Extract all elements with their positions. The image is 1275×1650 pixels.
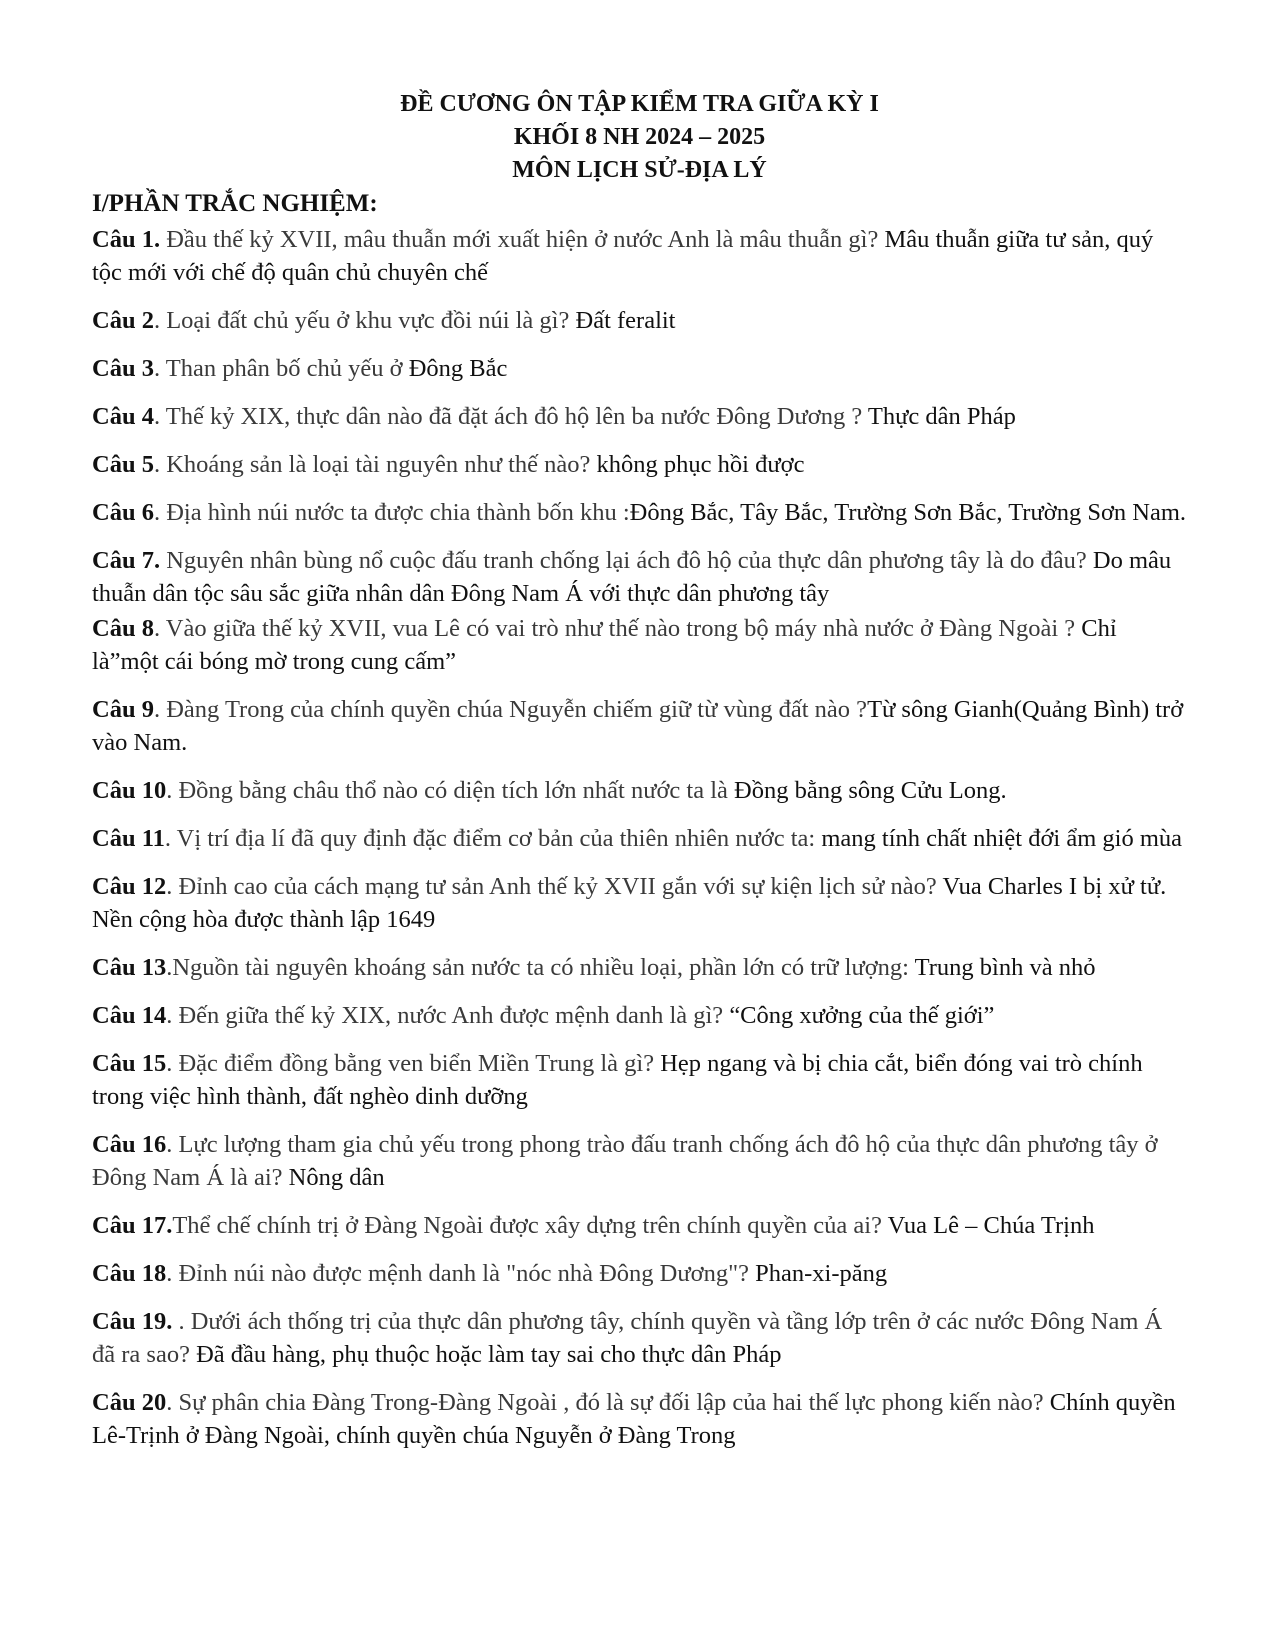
answer-text: Nông dân (282, 1164, 385, 1191)
question-text: . Khoáng sản là loại tài nguyên như thế nào? (153, 451, 591, 478)
question-text: Nguyên nhân bùng nổ cuộc đấu tranh chống lại ách đô hộ của thực dân phương tây là do đâu? (160, 547, 1087, 574)
question-item (92, 1047, 1187, 1113)
question-text: . Thế kỷ XIX, thực dân nào đã đặt ách đô hộ lên ba nước Đông Dương ? (153, 403, 863, 430)
question-item (92, 1128, 1187, 1194)
answer-text: Đông Bắc (402, 355, 508, 382)
question-item (92, 822, 1187, 855)
question-text: . Sự phân chia Đàng Trong-Đàng Ngoài , đó là sự đối lập của hai thế lực phong kiến nào? (166, 1389, 1044, 1416)
question-text: . Than phân bố chủ yếu ở (153, 355, 403, 382)
question-text: . Đặc điểm đồng bằng ven biển Miền Trung là gì? (166, 1050, 655, 1077)
answer-text: Đã đầu hàng, phụ thuộc hoặc làm tay sai cho thực dân Pháp (189, 1341, 782, 1368)
question-number: Câu 14 (92, 1002, 167, 1029)
question-number: Câu 15 (92, 1050, 167, 1077)
answer-text: Chính quyền Lê-Trịnh ở Đàng Ngoài, chính quyền chúa Nguyễn ở Đàng Trong (92, 1389, 1176, 1449)
question-item (92, 774, 1187, 807)
section-heading: I/PHẦN TRẮC NGHIỆM: (92, 190, 378, 217)
question-number: Câu 19. (92, 1308, 173, 1335)
answer-text: mang tính chất nhiệt đới ẩm gió mùa (815, 825, 1183, 852)
question-item (92, 223, 1187, 289)
question-item (92, 870, 1187, 936)
question-number: Câu 9 (92, 696, 154, 723)
answer-text: Hẹp ngang và bị chia cắt, biển đóng vai trò chính trong việc hình thành, đất nghèo dinh dưỡng (92, 1050, 1143, 1110)
question-number: Câu 17. (92, 1212, 173, 1239)
answer-text: Đông Bắc, Tây Bắc, Trường Sơn Bắc, Trường Sơn Nam. (629, 499, 1187, 526)
question-number: Câu 6 (92, 499, 154, 526)
question-number: Câu 4 (92, 403, 154, 430)
question-item (92, 951, 1187, 984)
question-text: . Loại đất chủ yếu ở khu vực đồi núi là gì? (153, 307, 570, 334)
question-item (92, 693, 1187, 759)
answer-text: Đồng bằng sông Cửu Long. (727, 777, 1007, 804)
document-title-line3: MÔN LỊCH SỬ-ĐỊA LÝ (512, 157, 767, 183)
question-text: . Đỉnh núi nào được mệnh danh là "nóc nhà Đông Dương"? (166, 1260, 749, 1287)
answer-text: Đất feralit (569, 307, 676, 334)
answer-text: Do mâu thuẫn dân tộc sâu sắc giữa nhân dân Đông Nam Á với thực dân phương tây (92, 547, 1172, 607)
question-text: Đầu thế kỷ XVII, mâu thuẫn mới xuất hiện ở nước Anh là mâu thuẫn gì? (160, 226, 879, 253)
question-number: Câu 16 (92, 1131, 167, 1158)
answer-text: không phục hồi được (590, 451, 805, 478)
answer-text: Trung bình và nhỏ (908, 954, 1096, 981)
question-list (92, 223, 1187, 1452)
question-text: . Đỉnh cao của cách mạng tư sản Anh thế kỷ XVII gắn với sự kiện lịch sử nào? (166, 873, 937, 900)
question-text: .Nguồn tài nguyên khoáng sản nước ta có nhiều loại, phần lớn có trữ lượng: (166, 954, 909, 981)
question-number: Câu 12 (92, 873, 167, 900)
answer-text: “Công xưởng của thế giới” (723, 1002, 995, 1029)
answer-text: Từ sông Gianh(Quảng Bình) trở vào Nam. (92, 696, 1184, 756)
question-item (92, 999, 1187, 1032)
question-text: . Dưới ách thống trị của thực dân phương tây, chính quyền và tầng lớp trên ở các nước Đông Nam Á đã ra sao? (92, 1308, 1163, 1368)
answer-text: Chỉ là”một cái bóng mờ trong cung cấm” (92, 615, 1117, 675)
answer-text: Vua Charles I bị xử tử. Nền cộng hòa được thành lập 1649 (92, 873, 1167, 933)
question-item (92, 304, 1187, 337)
question-number: Câu 5 (92, 451, 154, 478)
answer-text: Thực dân Pháp (862, 403, 1016, 430)
question-item (92, 1386, 1187, 1452)
question-item (92, 1209, 1187, 1242)
question-number: Câu 20 (92, 1389, 167, 1416)
question-number: Câu 13 (92, 954, 167, 981)
question-number: Câu 11 (92, 825, 165, 852)
document-page (92, 88, 1187, 1452)
question-item (92, 544, 1187, 610)
question-item (92, 496, 1187, 529)
answer-text: Vua Lê – Chúa Trịnh (881, 1212, 1095, 1239)
question-text: . Vào giữa thế kỷ XVII, vua Lê có vai trò như thế nào trong bộ máy nhà nước ở Đàng Ngoài ? (153, 615, 1076, 642)
question-item (92, 352, 1187, 385)
question-text: Thể chế chính trị ở Đàng Ngoài được xây dựng trên chính quyền của ai? (172, 1212, 882, 1239)
question-number: Câu 18 (92, 1260, 167, 1287)
question-text: . Địa hình núi nước ta được chia thành bốn khu : (153, 499, 630, 526)
answer-text: Phan-xi-păng (748, 1260, 888, 1287)
document-title-line1: ĐỀ CƯƠNG ÔN TẬP KIỂM TRA GIỮA KỲ I (400, 91, 879, 117)
question-number: Câu 7. (92, 547, 161, 574)
question-text: . Đàng Trong của chính quyền chúa Nguyễn chiếm giữ từ vùng đất nào ? (153, 696, 868, 723)
question-number: Câu 2 (92, 307, 154, 334)
question-number: Câu 10 (92, 777, 167, 804)
question-text: . Đồng bằng châu thổ nào có diện tích lớn nhất nước ta là (166, 777, 728, 804)
question-item (92, 1257, 1187, 1290)
question-item (92, 400, 1187, 433)
answer-text: Mâu thuẫn giữa tư sản, quý tộc mới với chế độ quân chủ chuyên chế (92, 226, 1154, 286)
question-number: Câu 1. (92, 226, 161, 253)
question-text: . Đến giữa thế kỷ XIX, nước Anh được mệnh danh là gì? (166, 1002, 724, 1029)
question-number: Câu 3 (92, 355, 154, 382)
question-text: . Vị trí địa lí đã quy định đặc điểm cơ bản của thiên nhiên nước ta: (164, 825, 816, 852)
document-title-line2: KHỐI 8 NH 2024 – 2025 (513, 124, 766, 150)
question-text: . Lực lượng tham gia chủ yếu trong phong trào đấu tranh chống ách đô hộ của thực dân phương tây ở Đông Nam Á là ai? (92, 1131, 1158, 1191)
question-item (92, 448, 1187, 481)
question-item (92, 612, 1187, 678)
question-number: Câu 8 (92, 615, 154, 642)
question-item (92, 1305, 1187, 1371)
